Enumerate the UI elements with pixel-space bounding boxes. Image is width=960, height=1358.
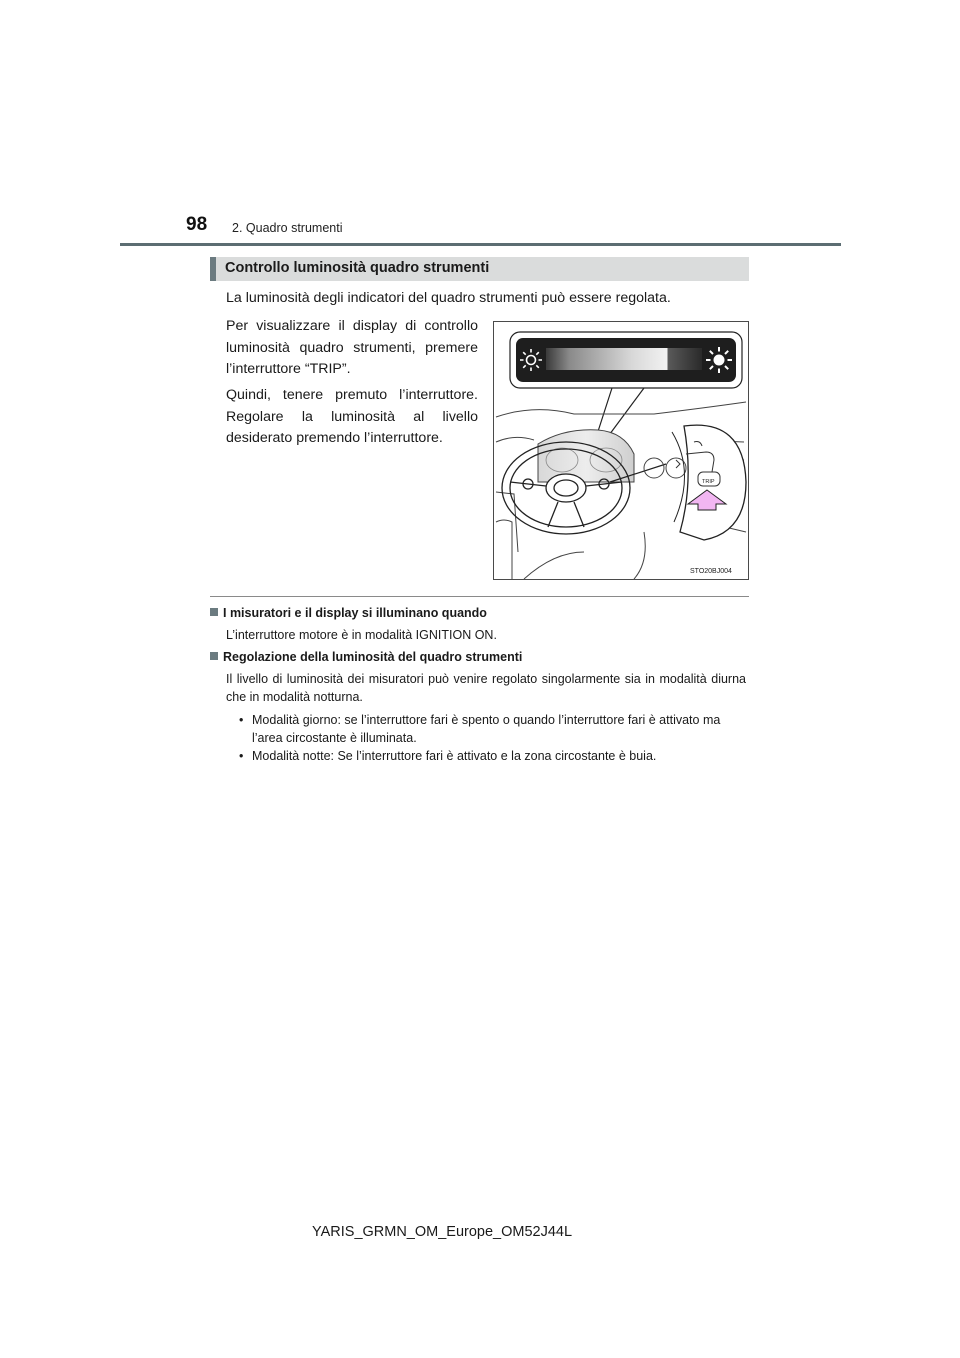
list-item: • Modalità giorno: se l’interruttore fari è spento o quando l’interruttore fari è attivato ma l’area circostante è illuminata.: [236, 711, 748, 747]
note-heading-text: I misuratori e il display si illuminano quando: [223, 606, 487, 620]
chapter-title: 2. Quadro strumenti: [232, 221, 343, 235]
page-number: 98: [186, 214, 208, 235]
brightness-display: [510, 332, 742, 388]
illustration: [493, 321, 749, 580]
square-bullet-icon: [210, 652, 218, 660]
section-divider: [210, 596, 749, 597]
instruction-paragraph: Per visualizzare il display di controllo luminosità quadro strumenti, premere l’interruttore “TRIP”.: [226, 318, 478, 377]
section-title: Controllo luminosità quadro strumenti: [225, 260, 490, 276]
section-header: [210, 257, 749, 281]
brightness-level-bar: [546, 348, 702, 370]
side-gauges: [644, 458, 686, 478]
note-body: L’interruttore motore è in modalità IGNITION ON.: [226, 628, 497, 642]
note-heading: [210, 606, 487, 620]
instruction-paragraph: Quindi, tenere premuto l’interruttore. Regolare la luminosità al livello desiderato premendo l’interruttore.: [226, 387, 478, 446]
header-rule: [120, 243, 841, 246]
square-bullet-icon: [210, 608, 218, 616]
note-heading: [210, 650, 522, 664]
note-heading-text: Regolazione della luminosità del quadro strumenti: [223, 650, 523, 664]
intro-text: La luminosità degli indicatori del quadro strumenti può essere regolata.: [226, 290, 671, 306]
switch-closeup: [672, 425, 746, 540]
section-accent: [210, 257, 216, 281]
instrument-meter: [538, 430, 634, 482]
note-body: Il livello di luminosità dei misuratori può venire regolato singolarmente sia in modalità diurna che in modalità notturna.: [226, 672, 746, 704]
trip-label: TRIP: [702, 479, 715, 485]
list-item: • Modalità notte: Se l’interruttore fari è attivato e la zona circostante è buia.: [236, 747, 748, 765]
figure-code: STO20BJ004: [690, 568, 732, 575]
sun-bright-icon: [706, 347, 732, 373]
mode-list: [236, 711, 748, 765]
document-footer: YARIS_GRMN_OM_Europe_OM52J44L: [312, 1224, 573, 1240]
